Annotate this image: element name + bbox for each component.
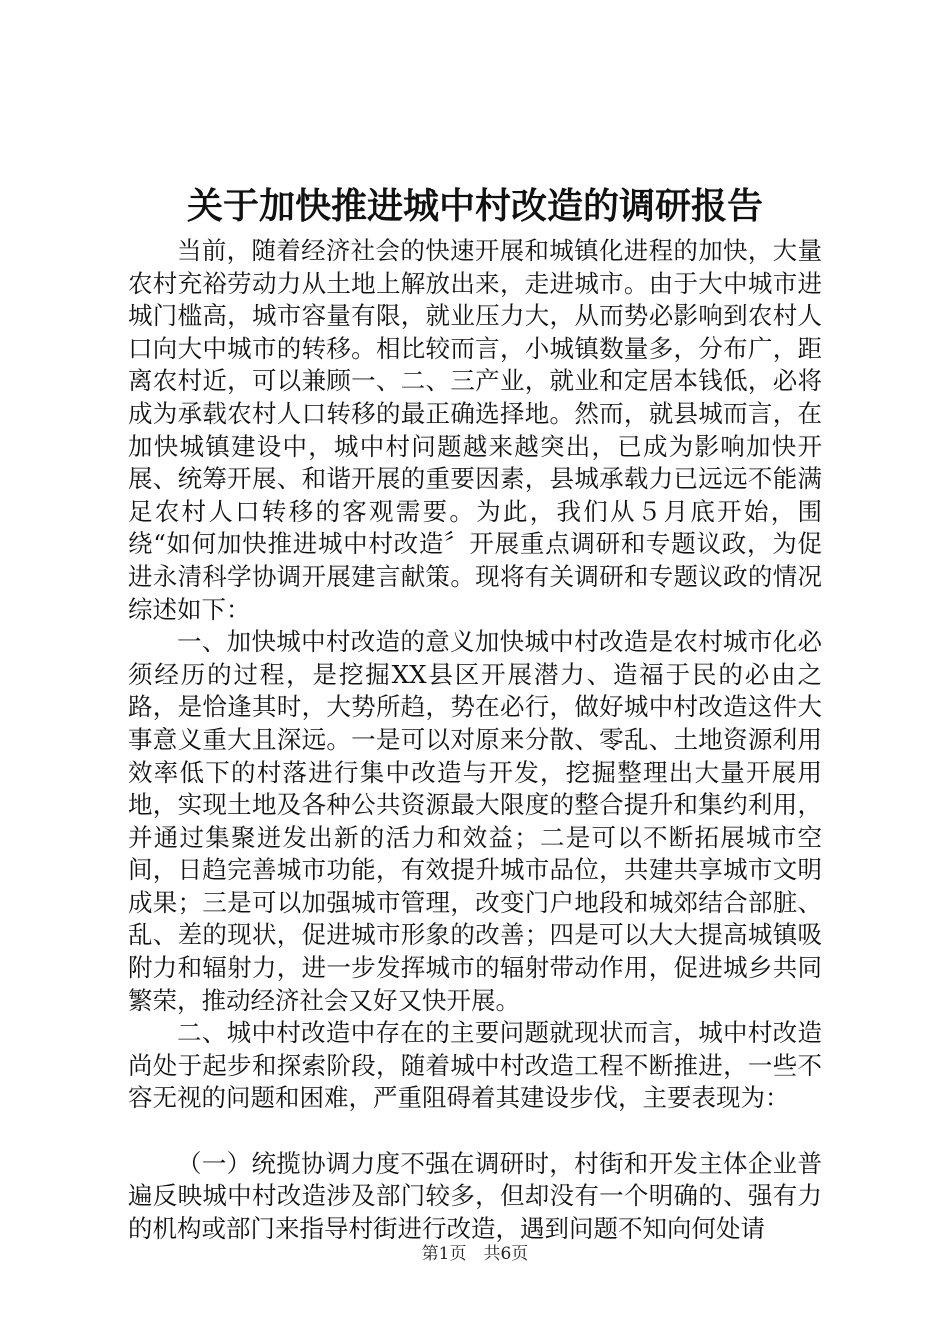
paragraph-section-2: 二、城中村改造中存在的主要问题就现状而言，城中村改造尚处于起步和探索阶段，随着城中村改造工程不断推进，一些不容无视的问题和困难，严重阻碍着其建设步伐，主要表现为：	[128, 1018, 822, 1113]
paragraph-section-1: 一、加快城中村改造的意义加快城中村改造是农村城市化必须经历的过程，是挖掘XX县区开展潜力、造福于民的必由之路，是恰逢其时，大势所趋，势在必行，做好城中村改造这件大事意义重大且深远。一是可以对原来分散、零乱、土地资源利用效率低下的村落进行集中改造与开发，挖掘整理出大量开展用地，实现土地及各种公共资源最大限度的整合提升和集约利用，并通过集聚迸发出新的活力和效益；二是可以不断拓展城市空间，日趋完善城市功能，有效提升城市品位，共建共享城市文明成果；三是可以加强城市管理，改变门户地段和城郊结合部脏、乱、差的现状，促进城市形象的改善；四是可以大大提高城镇吸附力和辐射力，进一步发挥城市的辐射带动作用，促进城乡共同繁荣，推动经济社会又好又快开展。	[128, 627, 822, 1015]
document-body	[128, 235, 822, 1245]
page-number-footer: 第1页 共6页	[421, 1244, 529, 1264]
paragraph-subsection-1: （一）统揽协调力度不强在调研时，村街和开发主体企业普遍反映城中村改造涉及部门较多，但却没有一个明确的、强有力的机构或部门来指导村街进行改造，遇到问题不知向何处请	[128, 1148, 822, 1243]
paragraph-intro: 当前，随着经济社会的快速开展和城镇化进程的加快，大量农村充裕劳动力从土地上解放出来，走进城市。由于大中城市进城门槛高，城市容量有限，就业压力大，从而势必影响到农村人口向大中城市的转移。相比较而言，小城镇数量多，分布广，距离农村近，可以兼顾一、二、三产业，就业和定居本钱低，必将成为承载农村人口转移的最正确选择地。然而，就县城而言，在加快城镇建设中，城中村问题越来越突出，已成为影响加快开展、统筹开展、和谐开展的重要因素，县城承载力已远远不能满足农村人口转移的客观需要。为此，我们从５月底开始，围绕“如何加快推进城中村改造〞开展重点调研和专题议政，为促进永清科学协调开展建言献策。现将有关调研和专题议政的情况综述如下：	[128, 236, 822, 624]
document-title: 关于加快推进城中村改造的调研报告	[186, 185, 763, 227]
